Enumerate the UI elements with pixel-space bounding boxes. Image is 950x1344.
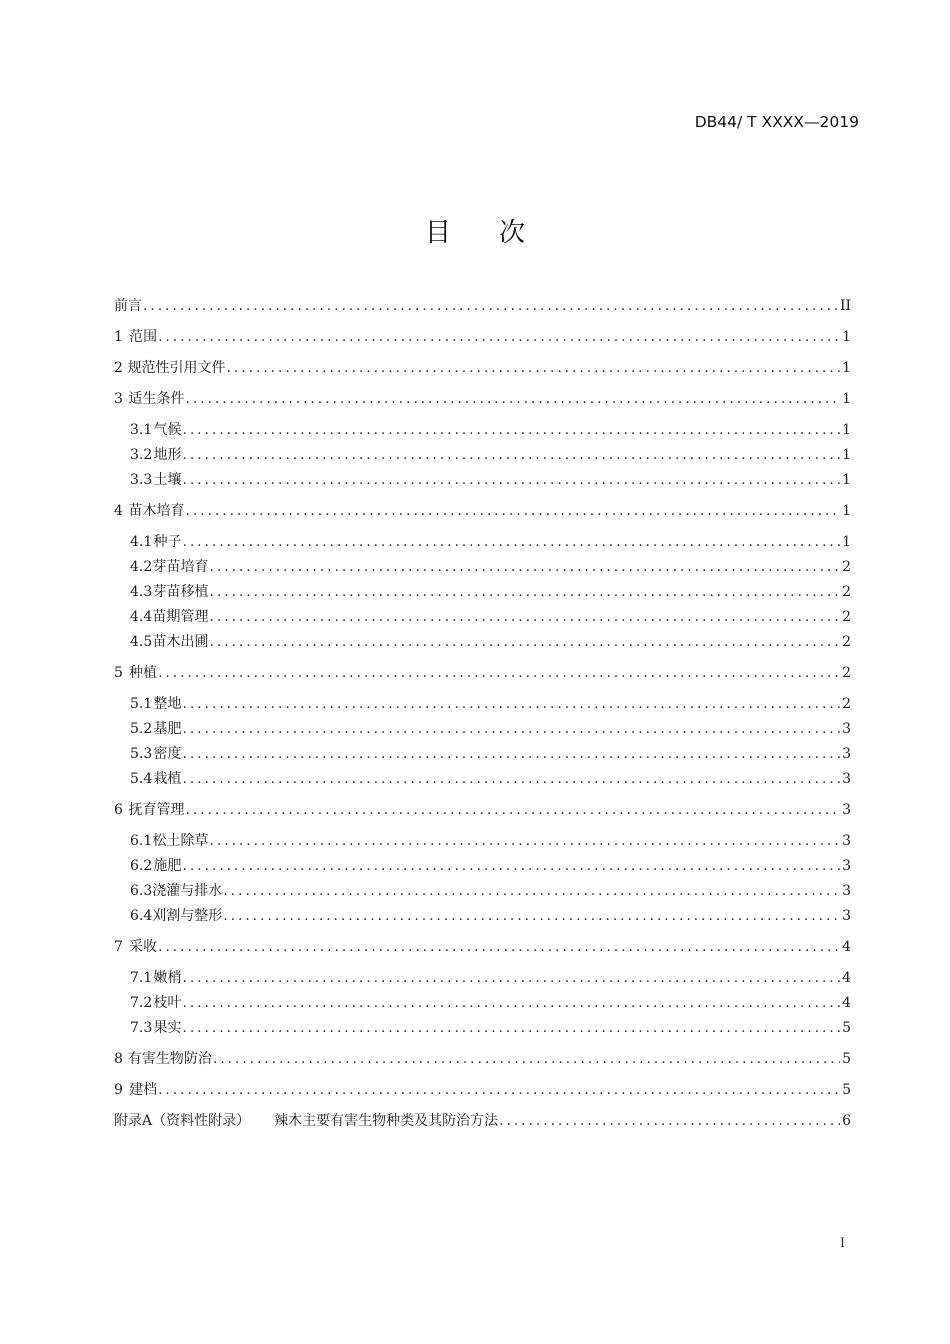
toc-entry-number: 7.1 [130,970,153,986]
toc-entry-label: 范围 [129,329,158,345]
toc-entry-label: 基肥 [153,721,182,737]
toc-entry-label: 枝叶 [153,995,182,1011]
toc-entry-page: 1 [842,472,851,488]
toc-entry-page: 3 [842,721,851,737]
toc-entry-page: 5 [842,1082,851,1098]
toc-entry-number: 6.3 [130,883,153,899]
toc-entry-page: 3 [842,908,851,924]
toc-entry-label: 适生条件 [128,391,185,407]
document-code: DB44/ T XXXX—2019 [694,113,859,131]
toc-entry[interactable] [130,769,851,789]
toc-entry[interactable] [130,856,851,876]
toc-entry-number: 8 [114,1051,123,1067]
toc-entry-label: 施肥 [153,858,182,874]
toc-entry-page: 1 [842,422,851,438]
toc-entry[interactable] [130,719,851,739]
dot-leader [223,906,840,926]
toc-entry-number: 5.4 [130,771,153,787]
toc-entry-number: 附录A（资料性附录） [114,1113,251,1129]
toc-entry-number: 6.4 [130,908,153,924]
toc-entry-label: 密度 [153,746,182,762]
dot-leader [158,327,840,347]
toc-entry-number: 3.1 [130,422,153,438]
toc-entry[interactable] [130,607,851,627]
toc-entry-page: 1 [842,447,851,463]
toc-entry-label: 规范性引用文件 [127,360,226,376]
toc-entry-number: 2 [114,360,123,376]
toc-entry-number: 6.1 [130,833,153,849]
toc-entry[interactable] [130,831,851,851]
toc-entry-page: 2 [842,665,851,681]
toc-entry-number: 7.2 [130,995,153,1011]
toc-entry[interactable] [114,1080,851,1100]
toc-entry[interactable] [130,445,851,465]
dot-leader [182,719,840,739]
toc-entry[interactable] [114,663,851,683]
toc-entry[interactable] [114,1111,851,1131]
toc-entry-page: 3 [842,802,851,818]
toc-entry[interactable] [114,501,851,521]
toc-entry-label: 气候 [153,422,182,438]
toc-entry[interactable] [130,470,851,490]
dot-leader [182,1018,840,1038]
dot-leader [499,1111,840,1131]
toc-entry-label: 抚育管理 [128,802,185,818]
page-number: I [839,1236,845,1251]
toc-entry[interactable] [130,532,851,552]
dot-leader [227,358,841,378]
toc-entry[interactable] [130,1018,851,1038]
toc-entry-number: 4.4 [130,609,153,625]
toc-entry-label: 苗木培育 [128,503,185,519]
toc-entry-label: 嫩梢 [153,970,182,986]
toc-entry-page: 5 [842,1020,851,1036]
dot-leader [182,856,840,876]
toc-entry-number: 3 [114,391,123,407]
toc-entry-page: 6 [842,1113,851,1129]
toc-entry-page: 4 [842,970,851,986]
toc-entry-page: 3 [842,833,851,849]
dot-leader [182,470,840,490]
dot-leader [182,968,840,988]
toc-entry-label: 土壤 [153,472,182,488]
toc-entry-number: 4.2 [130,559,153,575]
toc-entry-label: 前言 [114,298,142,314]
dot-leader [158,663,840,683]
toc-entry-page: 1 [842,391,851,407]
toc-entry-page: 3 [842,771,851,787]
toc-entry-page: 4 [842,995,851,1011]
dot-leader [158,1080,840,1100]
toc-entry-label: 整地 [153,696,182,712]
toc-entry[interactable] [114,1049,851,1069]
title-char-2: 次 [499,218,526,248]
toc-entry-label: 有害生物防治 [127,1051,212,1067]
toc-entry-page: 1 [842,360,851,376]
toc-entry-number: 5.3 [130,746,153,762]
toc-entry-page: 2 [842,559,851,575]
toc-entry[interactable] [114,327,851,347]
toc-entry[interactable] [130,420,851,440]
toc-entry-label: 果实 [153,1020,182,1036]
dot-leader [182,744,840,764]
toc-entry[interactable] [114,296,851,316]
dot-leader [210,582,841,602]
dot-leader [182,532,840,552]
toc-entry[interactable] [130,906,851,926]
toc-entry-number: 1 [114,329,123,345]
toc-entry-page: 1 [842,534,851,550]
toc-entry-number: 3.2 [130,447,153,463]
toc-entry-label: 种植 [129,665,158,681]
toc-entry-number: 4.5 [130,634,153,650]
dot-leader [182,445,840,465]
toc-entry[interactable] [130,744,851,764]
toc-entry-page: 2 [842,696,851,712]
toc-entry-label: 浇灌与排水 [152,883,223,899]
dot-leader [185,800,840,820]
toc-entry-number: 6.2 [130,858,153,874]
toc-entry-page: 4 [842,939,851,955]
dot-leader [182,420,840,440]
toc-entry-label: 芽苗培育 [152,559,209,575]
dot-leader [213,1049,840,1069]
dot-leader [182,993,840,1013]
toc-entry-label: 芽苗移植 [152,584,209,600]
toc-entry-label: 建档 [129,1082,158,1098]
toc-entry-number: 5.2 [130,721,153,737]
dot-leader [210,632,841,652]
toc-entry[interactable] [130,582,851,602]
toc-entry-number: 7 [114,939,123,955]
page-title [0,212,950,249]
toc-entry-label: 栽植 [153,771,182,787]
toc-entry-number: 5.1 [130,696,153,712]
dot-leader [158,937,840,957]
toc-entry[interactable] [130,557,851,577]
toc-entry-label: 苗期管理 [152,609,209,625]
toc-entry[interactable] [114,937,851,957]
dot-leader [143,296,838,316]
dot-leader [182,694,840,714]
toc-entry-page: 3 [842,883,851,899]
toc-entry[interactable] [130,968,851,988]
toc-entry-label: 苗木出圃 [152,634,209,650]
dot-leader [210,557,841,577]
toc-entry[interactable] [130,694,851,714]
dot-leader [210,607,841,627]
toc-entry-label: 种子 [153,534,182,550]
toc-entry-label: 采收 [129,939,158,955]
toc-entry-label: 地形 [153,447,182,463]
toc-entry[interactable] [114,358,851,378]
toc-entry-page: 2 [842,584,851,600]
toc-entry-label: 刈割与整形 [152,908,223,924]
toc-entry-label: 辣木主要有害生物种类及其防治方法 [274,1113,499,1129]
toc-entry-page: 2 [842,634,851,650]
toc-entry-page: 5 [842,1051,851,1067]
toc-entry-number: 4 [114,503,123,519]
dot-leader [185,389,840,409]
toc-entry[interactable] [130,993,851,1013]
toc-entry[interactable] [114,800,851,820]
toc-entry[interactable] [114,389,851,409]
toc-entry-number: 4.1 [130,534,153,550]
toc-entry-number: 9 [114,1082,123,1098]
toc-entry[interactable] [130,632,851,652]
toc-entry-page: 1 [842,503,851,519]
dot-leader [223,881,840,901]
title-char-1: 目 [424,218,451,248]
toc-entry-page: 3 [842,746,851,762]
toc-entry-number: 4.3 [130,584,153,600]
toc-entry-label: 松土除草 [152,833,209,849]
toc-entry-page: 3 [842,858,851,874]
dot-leader [210,831,841,851]
toc-entry-number: 6 [114,802,123,818]
dot-leader [185,501,840,521]
toc-entry-page: II [839,298,851,314]
toc-entry-page: 1 [842,329,851,345]
toc-entry-number: 5 [114,665,123,681]
toc-entry-number: 3.3 [130,472,153,488]
toc-entry[interactable] [130,881,851,901]
toc-entry-page: 2 [842,609,851,625]
dot-leader [182,769,840,789]
toc-entry-number: 7.3 [130,1020,153,1036]
